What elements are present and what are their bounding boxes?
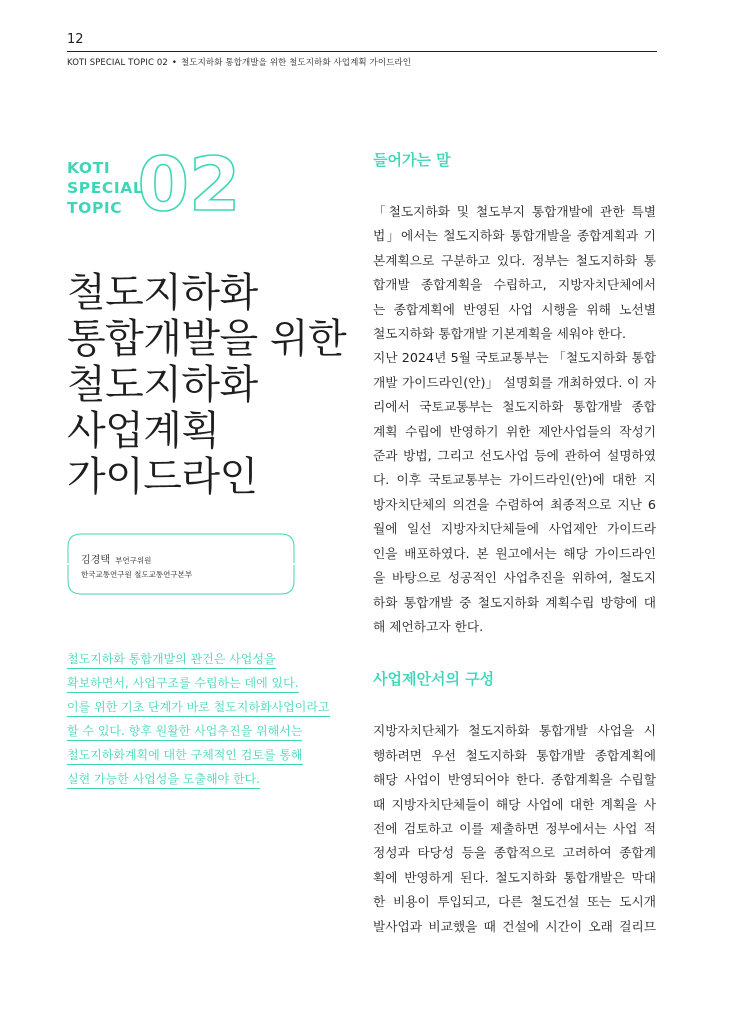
body-line: 「철도지하화 및 철도부지 통합개발에 관한 특별 [373, 204, 656, 219]
body-line: 한 비용이 투입되고, 다른 철도건설 또는 도시개 [373, 894, 656, 910]
pull-quote-line: 철도지하화계획에 대한 구체적인 검토를 통해 [67, 745, 303, 765]
pull-quote-line: 실현 가능한 사업성을 도출해야 한다. [67, 769, 260, 789]
topic-label-line: KOTI [67, 159, 111, 177]
title-line: 사업계획 [67, 408, 220, 454]
body-line: 법」에서는 철도지하화 통합개발을 종합계획과 기 [373, 228, 656, 244]
body-line: 본계획으로 구분하고 있다. 정부는 철도지하화 통 [373, 252, 656, 268]
pull-quote-line: 확보하면서, 사업구조를 수립하는 데에 있다. [67, 673, 299, 693]
author-organization: 한국교통연구원 철도교통연구본부 [81, 570, 193, 579]
running-head [67, 56, 411, 68]
body-paragraph [373, 346, 656, 639]
body-line: 정성과 타당성 등을 종합적으로 고려하여 종합계 [373, 845, 656, 861]
body-line: 때 지방자치단체들이 해당 사업에 대한 계획을 사 [373, 796, 656, 812]
separator-dot: • [171, 58, 177, 68]
header-rule [67, 51, 657, 52]
body-line: 획에 반영하게 된다. 철도지하화 통합개발은 막대 [373, 869, 656, 885]
body-paragraph [373, 719, 656, 939]
pull-quote [67, 648, 357, 792]
body-line: 하화 통합개발 중 철도지하화 계획수립 방향에 대 [373, 594, 656, 610]
body-line: 월에 일선 지방자치단체들에 사업제안 가이드라 [373, 521, 656, 537]
body-column [373, 150, 656, 939]
topic-label-line: TOPIC [67, 199, 123, 217]
body-line: 지방자치단체가 철도지하화 통합개발 사업을 시 [373, 723, 656, 739]
body-line: 방자치단체의 의견을 수렴하여 최종적으로 지난 6 [373, 496, 656, 512]
topic-label [67, 158, 143, 218]
body-line: 는 종합계획에 반영된 사업 시행을 위해 노선별 [373, 301, 656, 317]
page-number: 12 [67, 32, 84, 47]
pull-quote-line: 할 수 있다. 향후 원활한 사업추진을 위해서는 [67, 721, 302, 741]
section-body [373, 719, 656, 939]
body-line: 리에서 국토교통부는 철도지하화 통합개발 종합 [373, 399, 656, 415]
body-line: 해 제언하고자 한다. [373, 618, 484, 634]
title-line: 철도지하화 [67, 270, 258, 316]
body-line: 지난 2024년 5월 국토교통부는 「철도지하화 통합 [373, 350, 656, 366]
topic-label-line: SPECIAL [67, 179, 144, 197]
title-line: 통합개발을 위한 [67, 316, 347, 362]
body-line: 계획 수립에 반영하기 위한 제안사업들의 작성기 [373, 423, 656, 439]
title-line: 가이드라인 [67, 454, 258, 500]
body-line: 준과 방법, 그리고 선도사업 등에 관하여 설명하였 [373, 448, 656, 464]
body-line: 개발 가이드라인(안)」 설명회를 개최하였다. 이 자 [373, 374, 656, 390]
body-line: 행하려면 우선 철도지하화 통합개발 종합계획에 [373, 747, 656, 763]
body-line: 발사업과 비교했을 때 건설에 시간이 오래 걸리므 [373, 918, 656, 934]
body-line: 합개발 종합계획을 수립하고, 지방자치단체에서 [373, 277, 656, 293]
section-heading: 들어가는 말 [373, 151, 451, 169]
body-line: 철도지하화 통합개발 기본계획을 세워야 한다. [373, 326, 627, 342]
series-label: KOTI SPECIAL TOPIC 02 [67, 58, 168, 68]
running-title: 철도지하화 통합개발을 위한 철도지하화 사업계획 가이드라인 [180, 58, 412, 68]
title-line: 철도지하화 [67, 362, 258, 408]
pull-quote-line: 이를 위한 기초 단계가 바로 철도지하화사업이라고 [67, 697, 330, 717]
author-role: 부연구위원 [115, 556, 152, 565]
body-paragraph [373, 200, 656, 346]
topic-number-text: 02 [137, 142, 241, 228]
body-line: 을 바탕으로 성공적인 사업추진을 위하여, 철도지 [373, 570, 656, 586]
body-line: 해당 사업이 반영되어야 한다. 종합계획을 수립할 [373, 772, 656, 788]
article-title [67, 270, 346, 500]
body-line: 전에 검토하고 이를 제출하면 정부에서는 사업 적 [373, 820, 656, 836]
author-box [67, 533, 293, 593]
body-line: 인을 배포하였다. 본 원고에서는 해당 가이드라인 [373, 545, 656, 561]
body-line: 다. 이후 국토교통부는 가이드라인(안)에 대한 지 [373, 472, 656, 488]
topic-number [137, 142, 241, 228]
section-body [373, 200, 656, 639]
author-name-text: 김경택 [81, 555, 110, 566]
author-name [81, 551, 151, 566]
pull-quote-line: 철도지하화 통합개발의 관건은 사업성을 [67, 649, 276, 669]
section-heading: 사업제안서의 구성 [373, 670, 495, 689]
